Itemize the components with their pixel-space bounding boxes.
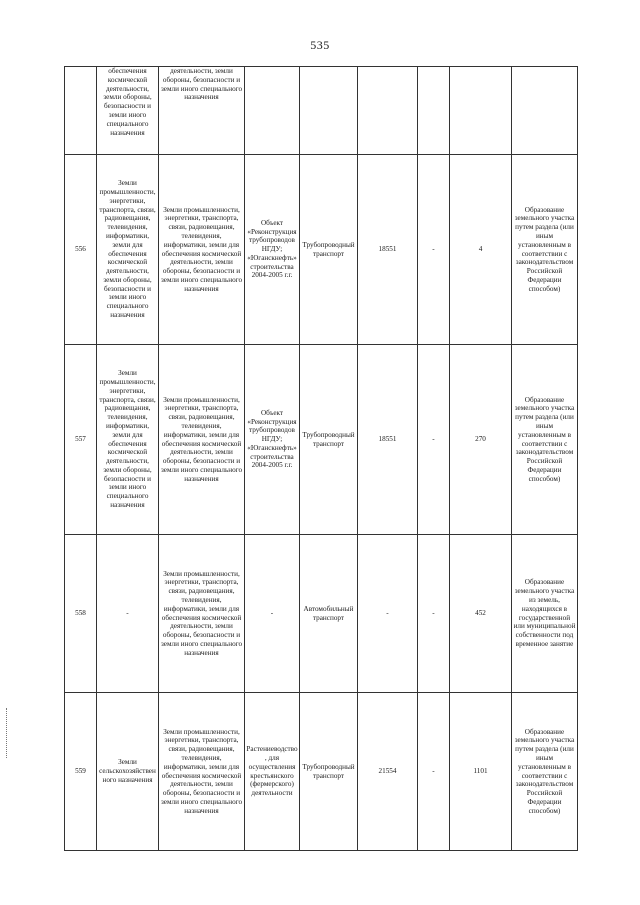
area <box>358 67 418 155</box>
land-category: обеспечения космической деятельности, земли обороны, безопасности и земли иного специального назначения <box>97 67 159 155</box>
value <box>450 67 512 155</box>
table-row <box>65 155 578 345</box>
dash-cell: - <box>418 345 450 535</box>
value: 1101 <box>450 693 512 851</box>
value: 452 <box>450 535 512 693</box>
row-number: 558 <box>65 535 97 693</box>
area: 18551 <box>358 155 418 345</box>
permitted-use: Земли промышленности, энергетики, транспорта, связи, радиовещания, телевидения, информатики, земли для обеспечения космической деятельности, земли обороны, безопасности и земли иного специального назначения <box>159 155 245 345</box>
area: 21554 <box>358 693 418 851</box>
land-registry-table <box>64 66 578 851</box>
formation-method: Образование земельного участка путем раздела (или иным установленным в соответствии с законодательством Российской Федерации способом) <box>512 345 578 535</box>
purpose: Трубопроводный транспорт <box>300 155 358 345</box>
permitted-use: деятельности, земли обороны, безопасности и земли иного специального назначения <box>159 67 245 155</box>
dash-cell: - <box>418 693 450 851</box>
purpose <box>300 67 358 155</box>
area: - <box>358 535 418 693</box>
purpose: Трубопроводный транспорт <box>300 345 358 535</box>
table-row <box>65 693 578 851</box>
table-row <box>65 535 578 693</box>
object-description: Объект «Реконструкция трубопроводов НГДУ; «Юганскнефть» строительства 2004-2005 г.г. <box>245 345 300 535</box>
object-description: - <box>245 535 300 693</box>
page-number: 535 <box>310 38 330 52</box>
permitted-use: Земли промышленности, энергетики, транспорта, связи, радиовещания, телевидения, информатики, земли для обеспечения космической деятельности, земли обороны, безопасности и земли иного специального назначения <box>159 535 245 693</box>
value: 4 <box>450 155 512 345</box>
formation-method <box>512 67 578 155</box>
land-category: - <box>97 535 159 693</box>
land-category: Земли промышленности, энергетики, транспорта, связи, радиовещания, телевидения, информатики, земли для обеспечения космической деятельности, земли обороны, безопасности и земли иного специального назначения <box>97 155 159 345</box>
permitted-use: Земли промышленности, энергетики, транспорта, связи, радиовещания, телевидения, информатики, земли для обеспечения космической деятельности, земли обороны, безопасности и земли иного специального назначения <box>159 345 245 535</box>
formation-method: Образование земельного участка путем раздела (или иным установленным в соответствии с законодательством Российской Федерации способом) <box>512 155 578 345</box>
margin-scan-mark <box>6 708 11 758</box>
land-category: Земли сельскохозяйственного назначения <box>97 693 159 851</box>
row-number: 557 <box>65 345 97 535</box>
dash-cell <box>418 67 450 155</box>
value: 270 <box>450 345 512 535</box>
dash-cell: - <box>418 155 450 345</box>
formation-method: Образование земельного участка путем раздела (или иным установленным в соответствии с законодательством Российской Федерации способом) <box>512 693 578 851</box>
row-number <box>65 67 97 155</box>
row-number: 556 <box>65 155 97 345</box>
table-row <box>65 345 578 535</box>
row-number: 559 <box>65 693 97 851</box>
area: 18551 <box>358 345 418 535</box>
object-description: Объект «Реконструкция трубопроводов НГДУ; «Юганскнефть» строительства 2004-2005 г.г. <box>245 155 300 345</box>
dash-cell: - <box>418 535 450 693</box>
object-description: Растениеводство, для осуществления крестьянского (фермерского) деятельности <box>245 693 300 851</box>
purpose: Автомобильный транспорт <box>300 535 358 693</box>
object-description <box>245 67 300 155</box>
table-row <box>65 67 578 155</box>
formation-method: Образование земельного участка из земель, находящихся в государственной или муниципальной собственности под временное занятие <box>512 535 578 693</box>
permitted-use: Земли промышленности, энергетики, транспорта, связи, радиовещания, телевидения, информатики, земли для обеспечения космической деятельности, земли обороны, безопасности и земли иного специального назначения <box>159 693 245 851</box>
land-category: Земли промышленности, энергетики, транспорта, связи, радиовещания, телевидения, информатики, земли для обеспечения космической деятельности, земли обороны, безопасности и земли иного специального назначения <box>97 345 159 535</box>
purpose: Трубопроводный транспорт <box>300 693 358 851</box>
